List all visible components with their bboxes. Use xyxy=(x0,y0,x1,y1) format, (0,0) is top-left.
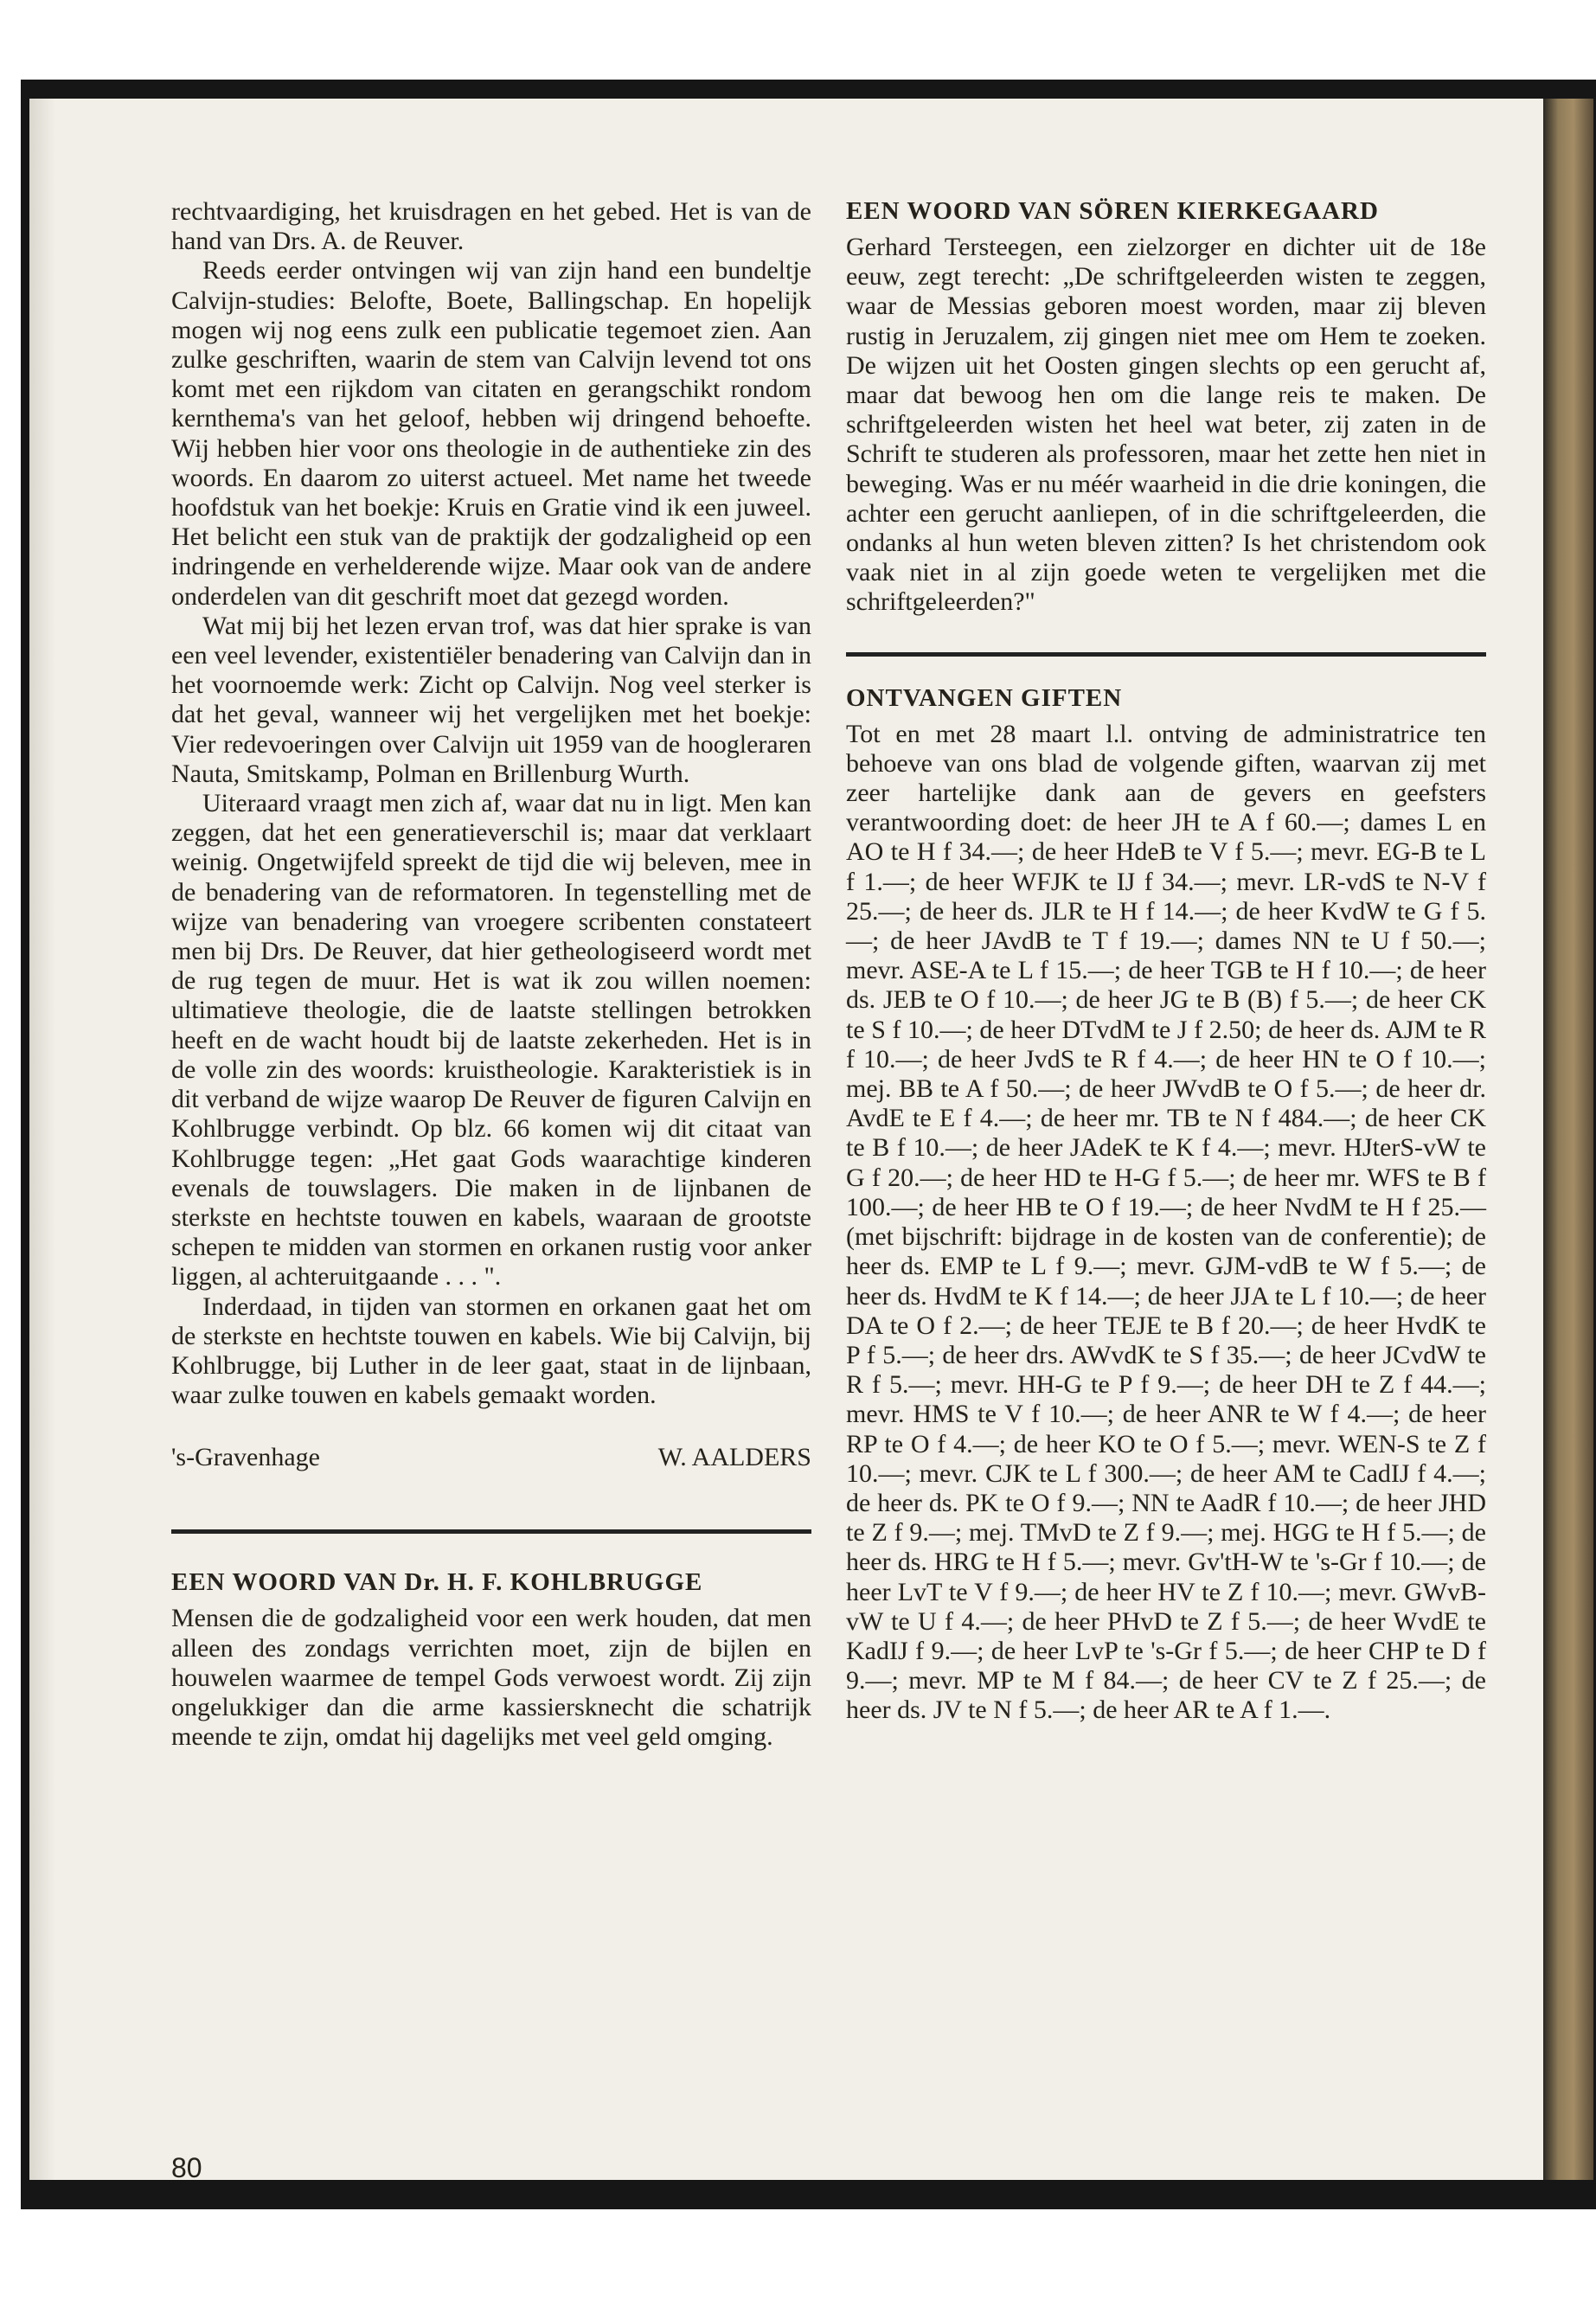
gifts-list-paragraph: Tot en met 28 maart l.l. ontving de administratrice ten behoeve van ons blad de volgende giften, waarvan zij met zeer hartelijke dank aan de gevers en geefsters verantwoording doet: de heer JH te A f 60.—; dames L en AO te H f 34.—; de heer HdeB te V f 5.—; mevr. EG-B te L f 1.—; de heer WFJK te IJ f 34.—; mevr. LR-vdS te N-V f 25.—; de heer ds. JLR te H f 14.—; de heer KvdW te G f 5.—; de heer JAvdB te T f 19.—; dames NN te U f 50.—; mevr. ASE-A te L f 15.—; de heer TGB te H f 10.—; de heer ds. JEB te O f 10.—; de heer JG te B (B) f 5.—; de heer CK te S f 10.—; de heer DTvdM te J f 2.50; de heer ds. AJM te R f 10.—; de heer JvdS te R f 4.—; de heer HN te O f 10.—; mej. BB te A f 50.—; de heer JWvdB te O f 5.—; de heer dr. AvdE te E f 4.—; de heer mr. TB te N f 484.—; de heer CK te B f 10.—; de heer JAdeK te K f 4.—; mevr. HJterS-vW te G f 20.—; de heer HD te H-G f 5.—; de heer mr. WFS te B f 100.—; de heer HB te O f 19.—; de heer NvdM te H f 25.— (met bijschrift: bijdrage in de kosten van de conferentie); de heer ds. EMP te L f 9.—; mevr. GJM-vdB te W f 5.—; de heer ds. HvdM te K f 14.—; de heer JJA te L f 10.—; de heer DA te O f 2.—; de heer TEJE te B f 20.—; de heer HvdK te P f 5.—; de heer drs. AWvdK te S f 35.—; de heer JCvdW te R f 5.—; mevr. HH-G te P f 9.—; de heer DH te Z f 44.—; mevr. HMS te V f 10.—; de heer ANR te W f 4.—; de heer RP te O f 4.—; de heer KO te O f 5.—; mevr. WEN-S te Z f 10.—; mevr. CJK te L f 300.—; de heer AM te CadIJ f 4.—; de heer ds. PK te O f 9.—; NN te AadR f 10.—; de heer JHD te Z f 9.—; mej. TMvD te Z f 9.—; mej. HGG te H f 5.—; de heer ds. HRG te H f 5.—; mevr. Gv'tH-W te 's-Gr f 10.—; de heer LvT te V f 9.—; de heer HV te Z f 10.—; mevr. GWvB-vW te U f 4.—; de heer PHvD te Z f 5.—; de heer WvdE te KadIJ f 9.—; de heer LvP te 's-Gr f 5.—; de heer CHP te D f 9.—; mevr. MP te M f 84.—; de heer CV te Z f 25.—; de heer ds. JV te N f 5.—; de heer AR te A f 1.—. xyxy=(846,719,1486,1725)
kohlbrugge-heading: EEN WOORD VAN Dr. H. F. KOHLBRUGGE xyxy=(171,1568,703,1597)
article-paragraph-5: Inderdaad, in tijden van stormen en orkanen gaat het om de sterkste en hechtste touwen en kabels. Wie bij Calvijn, bij Kohlbrugge, bij Luther in de leer gaat, staat in de lijnbaan, waar zulke touwen en kabels gemaakt worden. xyxy=(171,1292,811,1410)
article-signature xyxy=(171,1443,811,1472)
article-paragraph-1: rechtvaardiging, het kruisdragen en het gebed. Het is van de hand van Drs. A. de Reuver. xyxy=(171,197,811,256)
article-paragraph-2: Reeds eerder ontvingen wij van zijn hand een bundeltje Calvijn-studies: Belofte, Boete, Ballingschap. En hopelijk mogen wij nog eens zulk een publicatie tegemoet zien. Aan zulke geschriften, waarin de stem van Calvijn levend tot ons komt met een rijkdom van citaten en gerangschikt rondom kernthema's van het geloof, hebben wij dringend behoefte. Wij hebben hier voor ons theologie in de authentieke zin des woords. En daarom zo uiterst actueel. Met name het tweede hoofdstuk van het boekje: Kruis en Gratie vind ik een juweel. Het belicht een stuk van de praktijk der godzaligheid op een indringende en verhelderende wijze. Maar ook van de andere onderdelen van dit geschrift moet dat gezegd worden. xyxy=(171,256,811,611)
kierkegaard-heading: EEN WOORD VAN SÖREN KIERKEGAARD xyxy=(846,197,1379,225)
book-binding-edge xyxy=(1543,99,1593,2180)
article-paragraph-4: Uiteraard vraagt men zich af, waar dat nu in ligt. Men kan zeggen, dat het een generatieverschil is; maar dat verklaart weinig. Ongetwijfeld spreekt de tijd die wij beleven, mee in de benadering van de reformatoren. In tegenstelling met de wijze van benadering van vroegere scribenten constateert men bij Drs. De Reuver, dat hier getheologiseerd wordt met de rug tegen de muur. Het is wat ik zou willen noemen: ultimatieve theologie, die de laatste stellingen betrokken heeft en de wacht houdt bij de laatste zekerheden. Het is in de volle zin des woords: kruistheologie. Karakteristiek is in dit verband de wijze waarop De Reuver de figuren Calvijn en Kohlbrugge verbindt. Op blz. 66 komen wij dit citaat van Kohlbrugge tegen: „Het gaat Gods waarachtige kinderen evenals de touwslagers. Die maken in de lijnbanen de sterkste en hechtste touwen en kabels, waaraan de grootste schepen te midden van stormen en orkanen rustig voor anker liggen, al achteruitgaande . . . ". xyxy=(171,789,811,1292)
gifts-heading: ONTVANGEN GIFTEN xyxy=(846,683,1123,712)
kierkegaard-paragraph: Gerhard Tersteegen, een zielzorger en dichter uit de 18e eeuw, zegt terecht: „De schriftgeleerden wisten te zeggen, waar de Messias geboren moest worden, maar zij bleven rustig in Jeruzalem, zij gingen niet mee om Hem te zoeken. De wijzen uit het Oosten gingen slechts op een gerucht af, maar dat bewoog hen om die lange reis te maken. De schriftgeleerden wisten het heel wat beter, zij zaten in de Schrift te studeren als professoren, maar het zette hen niet in beweging. Was er nu méér waarheid in die drie koningen, die achter een gerucht aanliepen, of in die schriftgeleerden, die ondanks al hun weten bleven zitten? Is het christendom ook vaak niet in al zijn goede weten te vergelijken met die schriftgeleerden?" xyxy=(846,233,1486,617)
article-paragraph-3: Wat mij bij het lezen ervan trof, was dat hier sprake is van een veel levender, existentiëler benadering van Calvijn dan in het voornoemde werk: Zicht op Calvijn. Nog veel sterker is dat het geval, wanneer wij het vergelijken met het boekje: Vier redevoeringen over Calvijn uit 1959 van de hoogleraren Nauta, Smitskamp, Polman en Brillenburg Wurth. xyxy=(171,611,811,788)
page-gutter-shadow xyxy=(29,99,55,2180)
section-divider xyxy=(171,1529,811,1534)
page-number: 80 xyxy=(171,2152,202,2183)
signature-place: 's-Gravenhage xyxy=(171,1443,320,1472)
kohlbrugge-paragraph: Mensen die de godzaligheid voor een werk houden, dat men alleen des zondags verrichten moet, zijn de bijlen en houwelen waarmee de tempel Gods verwoest wordt. Zij zijn ongelukkiger dan die arme kassiersknecht die schatrijk meende te zijn, omdat hij dagelijks met veel geld omging. xyxy=(171,1604,811,1752)
section-divider xyxy=(846,652,1486,657)
signature-author: W. AALDERS xyxy=(657,1443,811,1472)
left-column xyxy=(171,197,811,1752)
right-column xyxy=(846,197,1486,1726)
